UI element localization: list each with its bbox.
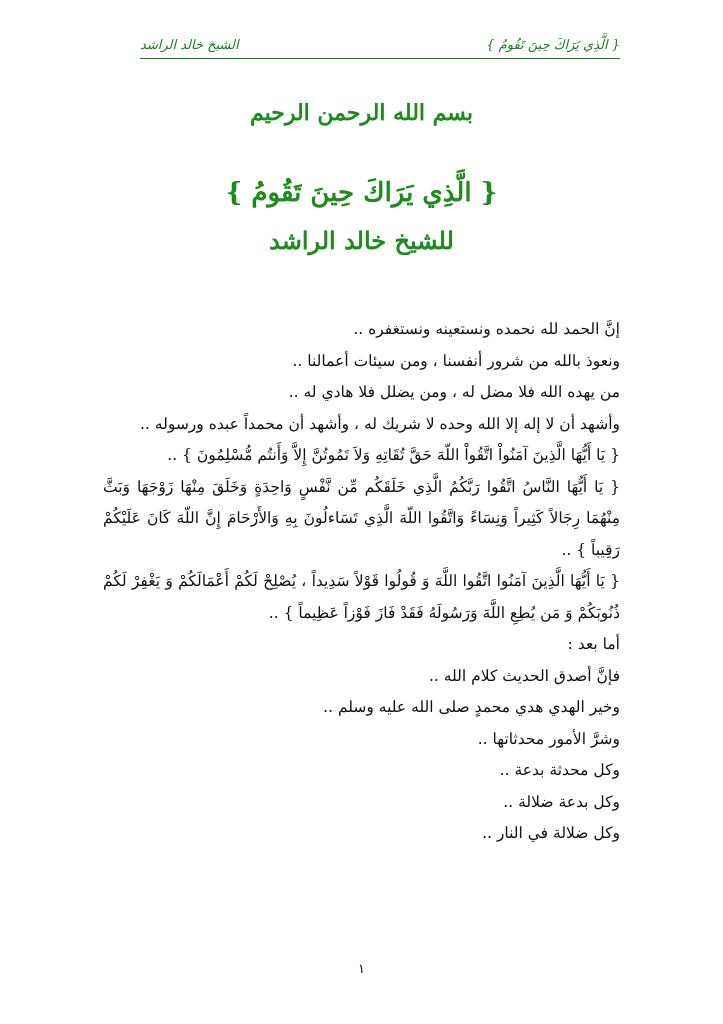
page-header xyxy=(140,38,620,62)
paragraph-line: ونعوذ بالله من شرور أنفسنا ، ومن سيئات أعمالنا .. xyxy=(292,351,620,370)
header-author: الشيخ خالد الراشد xyxy=(140,38,239,53)
header-divider xyxy=(140,58,620,59)
paragraph-line: وكل محدثة بدعة .. xyxy=(499,761,620,779)
paragraph-line: إنَّ الحمد لله نحمده ونستعينه ونستغفره .. xyxy=(353,320,620,338)
paragraph-line: فإنَّ أصدق الحديث كلام الله .. xyxy=(428,666,620,685)
paragraph-line: وخير الهدي هدي محمدٍ صلى الله عليه وسلم .. xyxy=(323,698,620,716)
paragraph-line: وكل ضلالة في النار .. xyxy=(482,824,620,842)
quran-verse: { يَا أَيُّهَا الَّذِينَ آمَنُوا اتَّقُوا اللَّهَ وَ قُولُوا قَوْلاً سَدِيداً ، يُصْلِحْ لَكُمْ أَعْمَالَكُمْ وَ يَغْفِرْ لَكُمْ ذُنُوبَكُمْ وَ مَن يُطِعِ اللَّهَ وَرَسُولَهُ فَقَدْ فَازَ فَوْزاً عَظِيماً } .. xyxy=(103,572,620,622)
body-text xyxy=(103,314,620,850)
paragraph-line: وأشهد أن لا إله إلا الله وحده لا شريك له ، وأشهد أن محمداً عبده ورسوله .. xyxy=(140,414,620,433)
quran-verse: { يَا أَيُّهَا الَّذِينَ آمَنُواْ اتَّقُواْ اللّهَ حَقَّ تُقَاتِهِ وَلاَ تَمُوتُنَّ إِلاَّ وَأَنتُم مُّسْلِمُونَ } .. xyxy=(167,446,620,464)
paragraph-line: من يهده الله فلا مضل له ، ومن يضلل فلا هادي له .. xyxy=(288,383,620,401)
lecture-title: { الَّذِي يَرَاكَ حِينَ تَقُومُ } xyxy=(225,178,498,208)
paragraph-line: أما بعد : xyxy=(567,635,620,653)
lecture-author: للشيخ خالد الراشد xyxy=(269,226,454,255)
paragraph-line: وكل بدعة ضلالة .. xyxy=(503,792,620,811)
basmala-heading: بسم الله الرحمن الرحيم xyxy=(249,100,474,126)
quran-verse: { يَا أَيُّهَا النَّاسُ اتَّقُوا رَبَّكُمُ الَّذِي خَلَقَكُم مِّن نَّفْسٍ وَاحِدَةٍ وَخَلَقَ مِنْهَا زَوْجَهَا وَبَثَّ مِنْهُمَا رِجَالاً كَثِيراً وَنِسَاءً وَاتَّقُوا اللّهَ الَّذِي تَسَاءلُونَ بِهِ وَالأَرْحَامَ إِنَّ اللّهَ كَانَ عَلَيْكُمْ رَقِيباً } .. xyxy=(103,477,620,559)
paragraph-line: وشرَّ الأمور محدثاتها .. xyxy=(477,729,620,748)
header-title: { الَّذِي يَرَاكَ حِينَ تَقُومُ } xyxy=(486,38,620,53)
page-number: ١ xyxy=(358,962,365,977)
